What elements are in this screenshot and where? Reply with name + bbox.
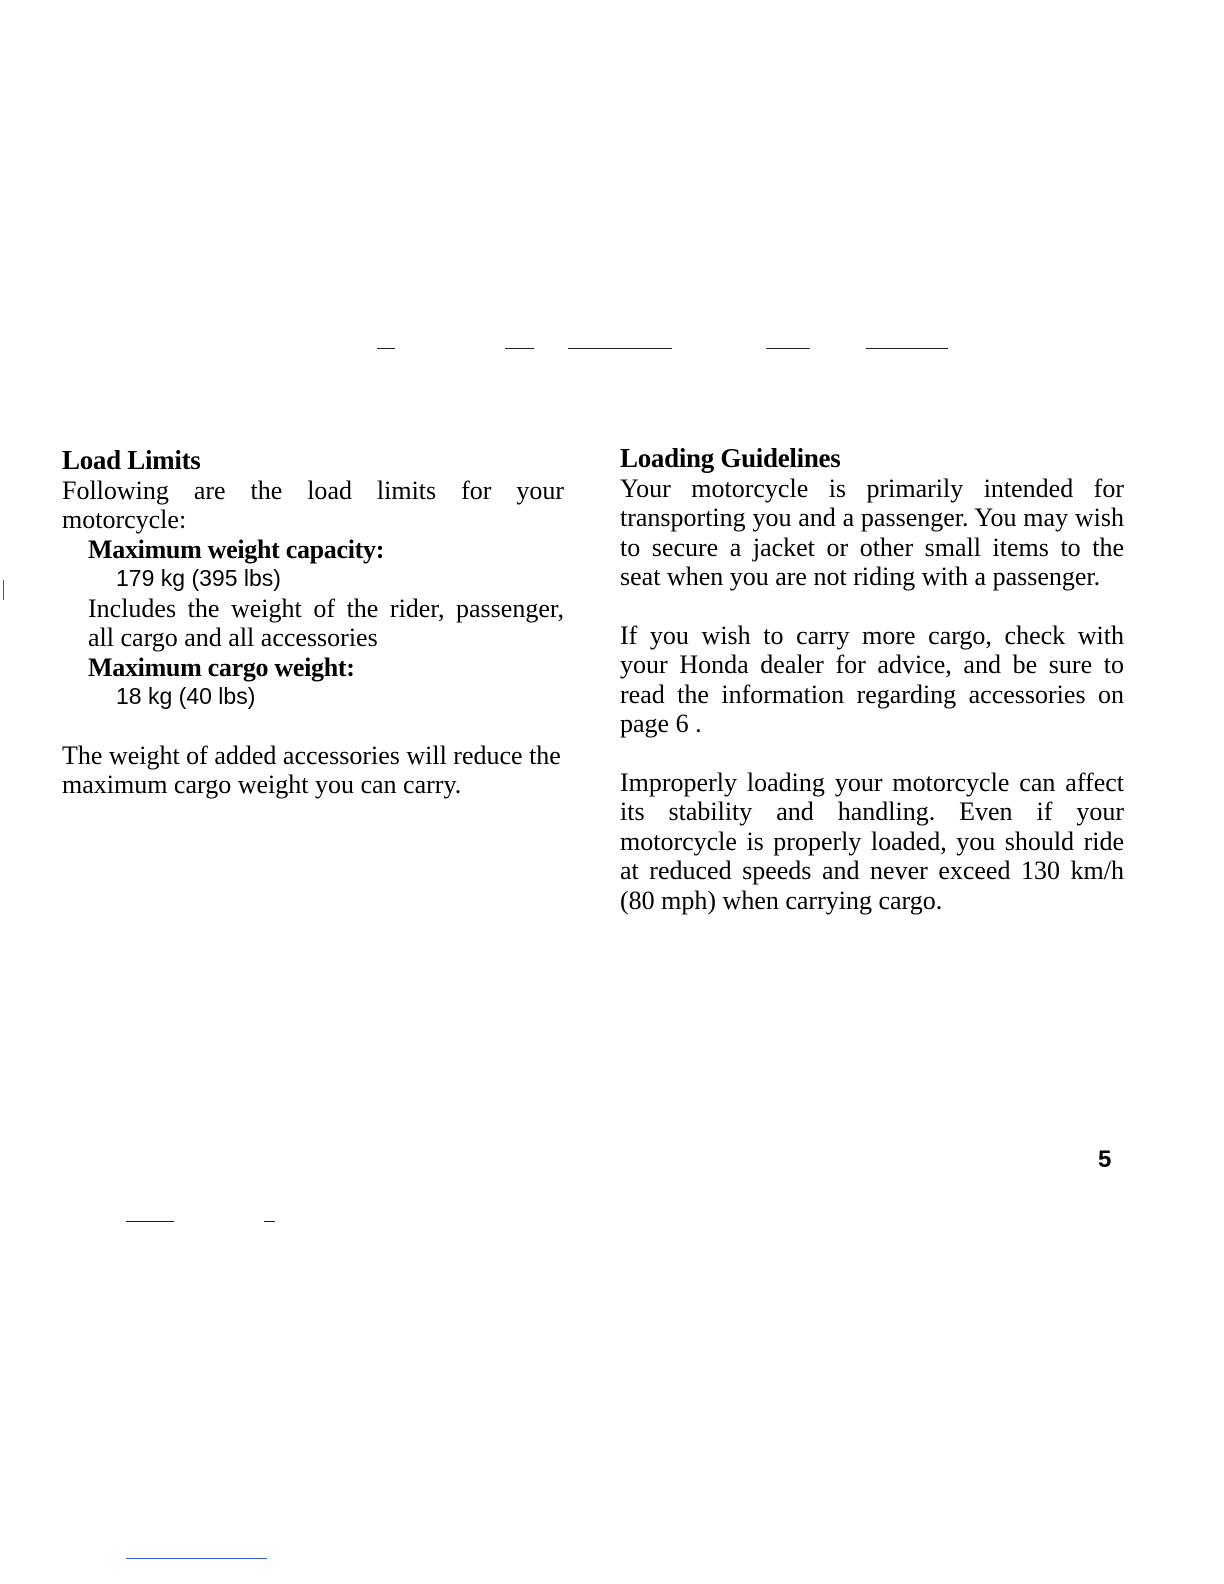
page-number: 5 — [1098, 1146, 1112, 1173]
load-limits-heading: Load Limits — [62, 445, 201, 475]
max-cargo-label: Maximum cargo weight: — [88, 652, 355, 682]
load-limits-closing: The weight of added accessories will reduce the maximum cargo weight you can carry. — [62, 740, 561, 799]
loading-guidelines-section — [620, 444, 1124, 915]
scan-artifact-line — [126, 1558, 267, 1559]
max-cargo-value: 18 kg (40 lbs) — [116, 683, 256, 709]
scan-artifact-line — [126, 1221, 174, 1222]
paragraph-gap — [62, 712, 564, 741]
scan-artifact-line — [505, 348, 534, 349]
scan-artifact-line — [766, 348, 810, 349]
paragraph-gap — [620, 739, 1124, 768]
guidelines-paragraph-1: Your motorcycle is primarily intended for transporting you and a passenger. You may wish to secure a jacket or other small items to the seat when you are not riding with a passenger. — [620, 473, 1124, 591]
max-weight-value: 179 kg (395 lbs) — [116, 565, 281, 591]
max-weight-label: Maximum weight capacity: — [88, 534, 385, 564]
margin-mark — [3, 580, 4, 600]
loading-guidelines-heading: Loading Guidelines — [620, 443, 841, 473]
scan-artifact-line — [264, 1221, 275, 1222]
guidelines-paragraph-2: If you wish to carry more cargo, check with your Honda dealer for advice, and be sure to read the information regarding accessories on page 6 . — [620, 620, 1124, 738]
load-limits-intro: Following are the load limits for your motorcycle: — [62, 475, 564, 534]
load-limits-section — [62, 446, 564, 800]
scan-artifact-line — [866, 348, 948, 349]
scan-artifact-line — [568, 348, 672, 349]
max-weight-note: Includes the weight of the rider, passenger, all cargo and all accessories — [88, 593, 564, 652]
scan-artifact-line — [377, 348, 395, 349]
paragraph-gap — [620, 592, 1124, 621]
guidelines-paragraph-3: Improperly loading your motorcycle can affect its stability and handling. Even if your motorcycle is properly loaded, you should ride at reduced speeds and never exceed 130 km/h (80 mph) when carrying cargo. — [620, 767, 1124, 915]
